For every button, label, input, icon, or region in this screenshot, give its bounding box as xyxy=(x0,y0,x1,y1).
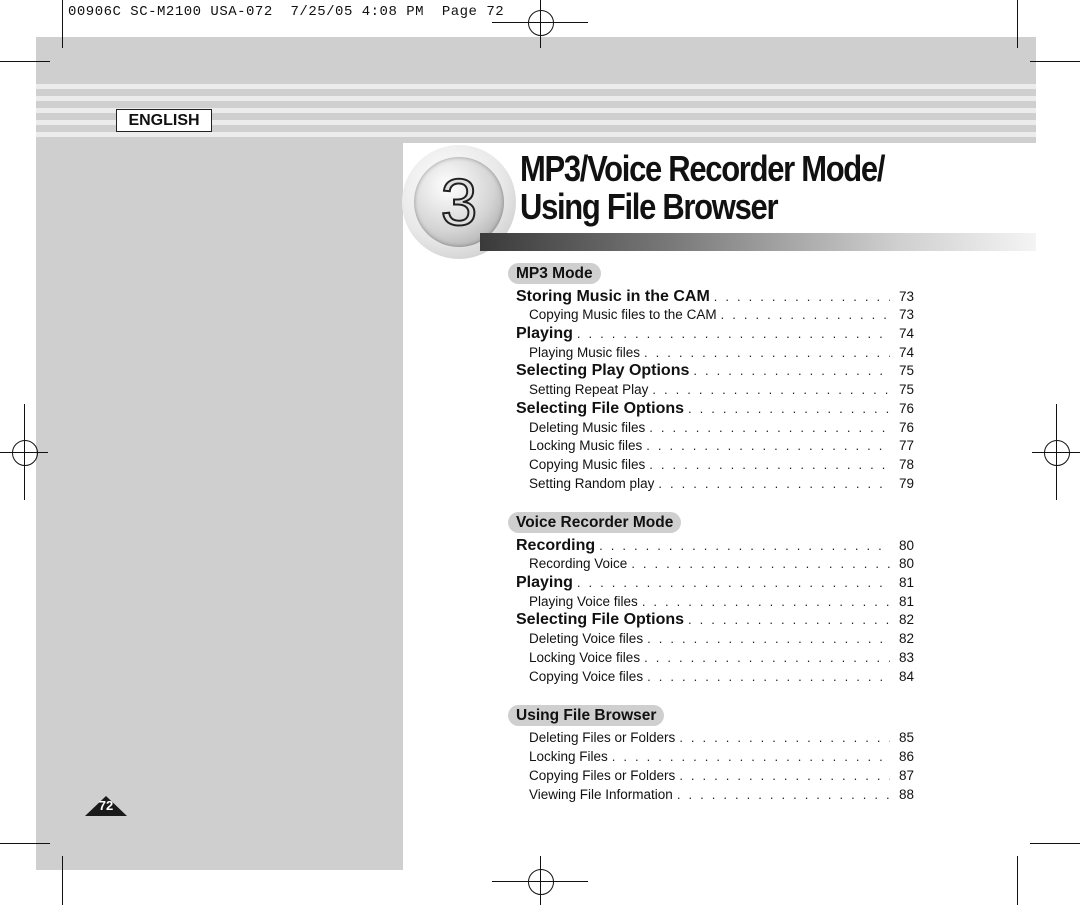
registration-mark xyxy=(528,869,554,895)
crop-mark xyxy=(0,843,50,844)
toc-entry[interactable] xyxy=(516,362,914,381)
toc-entry[interactable] xyxy=(516,288,914,307)
toc-page-number: 82 xyxy=(898,612,914,627)
toc-page-number: 81 xyxy=(898,575,914,590)
toc-entry-title: Recording Voice xyxy=(529,556,628,571)
leader-dots xyxy=(645,420,890,435)
leader-dots xyxy=(595,538,890,553)
registration-mark-v xyxy=(1056,404,1057,500)
leader-dots xyxy=(648,382,890,397)
registration-mark xyxy=(1044,440,1070,466)
toc-entry-title: Selecting File Options xyxy=(516,611,685,628)
language-tag: ENGLISH xyxy=(116,109,212,132)
leader-dots xyxy=(640,345,890,360)
toc-page-number: 88 xyxy=(898,787,914,802)
header-stripe xyxy=(36,132,1036,137)
leader-dots xyxy=(684,612,890,627)
section-heading-voice-recorder-mode: Voice Recorder Mode xyxy=(508,512,681,533)
toc-entry-title: Playing Voice files xyxy=(529,594,638,609)
toc-entry[interactable] xyxy=(529,307,914,326)
leader-dots xyxy=(689,363,890,378)
toc-entry-title: Selecting File Options xyxy=(516,400,685,417)
toc-entry-title: Setting Repeat Play xyxy=(529,382,649,397)
crop-mark xyxy=(1030,843,1080,844)
toc-page-number: 86 xyxy=(898,749,914,764)
toc-page-number: 81 xyxy=(898,594,914,609)
toc-entry[interactable] xyxy=(516,325,914,344)
toc-page-number: 74 xyxy=(898,345,914,360)
toc-entry-title: Deleting Voice files xyxy=(529,631,644,646)
leader-dots xyxy=(643,669,890,684)
leader-dots xyxy=(573,575,890,590)
leader-dots xyxy=(573,326,890,341)
leader-dots xyxy=(627,556,890,571)
leader-dots xyxy=(608,749,890,764)
title-gradient-bar xyxy=(480,233,1036,251)
crop-mark xyxy=(1030,61,1080,62)
toc-entry-title: Deleting Music files xyxy=(529,420,646,435)
header-stripe xyxy=(36,84,1036,89)
leader-dots xyxy=(645,457,890,472)
toc-entry[interactable] xyxy=(529,556,914,575)
leader-dots xyxy=(675,768,890,783)
toc-entry[interactable] xyxy=(529,457,914,476)
crop-mark xyxy=(0,61,50,62)
section-heading-mp3-mode: MP3 Mode xyxy=(508,263,601,284)
crop-mark xyxy=(1017,0,1018,48)
page-number: 72 xyxy=(98,798,114,813)
toc-page-number: 76 xyxy=(898,401,914,416)
toc-entry[interactable] xyxy=(529,631,914,650)
toc-entry-title: Copying Files or Folders xyxy=(529,768,676,783)
toc-entry[interactable] xyxy=(529,476,914,495)
leader-dots xyxy=(710,289,890,304)
toc-page-number: 73 xyxy=(898,307,914,322)
toc-entry[interactable] xyxy=(529,438,914,457)
registration-mark-v xyxy=(540,0,541,48)
toc-entry[interactable] xyxy=(516,537,914,556)
leader-dots xyxy=(684,401,890,416)
leader-dots xyxy=(642,438,890,453)
toc-page-number: 76 xyxy=(898,420,914,435)
leader-dots xyxy=(673,787,890,802)
crop-mark xyxy=(1017,856,1018,905)
toc-entry-title: Copying Voice files xyxy=(529,669,644,684)
toc-entry-title: Copying Music files to the CAM xyxy=(529,307,717,322)
left-margin-panel xyxy=(36,143,403,870)
registration-mark xyxy=(12,440,38,466)
toc-entry[interactable] xyxy=(529,420,914,439)
toc-entry[interactable] xyxy=(516,400,914,419)
chapter-title xyxy=(520,150,884,226)
registration-mark-v xyxy=(540,856,541,905)
toc-entry-title: Recording xyxy=(516,537,596,554)
toc-page-number: 73 xyxy=(898,289,914,304)
registration-mark-v xyxy=(24,404,25,500)
toc-page-number: 77 xyxy=(898,438,914,453)
toc-entry[interactable] xyxy=(529,768,914,787)
toc-entry[interactable] xyxy=(516,611,914,630)
toc-page-number: 83 xyxy=(898,650,914,665)
toc-page-number: 79 xyxy=(898,476,914,491)
registration-mark xyxy=(528,10,554,36)
toc-entry-title: Selecting Play Options xyxy=(516,362,690,379)
toc-page-number: 75 xyxy=(898,382,914,397)
toc-entry-title: Deleting Files or Folders xyxy=(529,730,676,745)
toc-page-number: 87 xyxy=(898,768,914,783)
leader-dots xyxy=(717,307,890,322)
toc-entry-title: Locking Voice files xyxy=(529,650,641,665)
chapter-number: 3 xyxy=(440,165,478,239)
toc-entry-title: Viewing File Information xyxy=(529,787,673,802)
toc-page-number: 84 xyxy=(898,669,914,684)
leader-dots xyxy=(640,650,890,665)
toc-entry-title: Playing Music files xyxy=(529,345,641,360)
section-heading-using-file-browser: Using File Browser xyxy=(508,705,664,726)
toc-entry[interactable] xyxy=(529,669,914,688)
toc-page-number: 85 xyxy=(898,730,914,745)
toc-entry-title: Storing Music in the CAM xyxy=(516,288,710,305)
toc-entry-title: Copying Music files xyxy=(529,457,646,472)
toc-page-number: 78 xyxy=(898,457,914,472)
crop-mark xyxy=(62,856,63,905)
leader-dots xyxy=(675,730,890,745)
toc-entry[interactable] xyxy=(516,574,914,593)
crop-mark xyxy=(62,0,63,48)
toc-entry[interactable] xyxy=(529,787,914,806)
toc-entry-title: Locking Music files xyxy=(529,438,643,453)
toc-page-number: 82 xyxy=(898,631,914,646)
toc-entry-title: Locking Files xyxy=(529,749,608,764)
chapter-title-line-2: Using File Browser xyxy=(520,186,778,227)
toc-entry[interactable] xyxy=(529,650,914,669)
chapter-title-line-1: MP3/Voice Recorder Mode/ xyxy=(520,148,885,189)
toc-entry-title: Playing xyxy=(516,574,573,591)
toc-page-number: 74 xyxy=(898,326,914,341)
toc-page-number: 75 xyxy=(898,363,914,378)
toc-page-number: 80 xyxy=(898,556,914,571)
toc-entry[interactable] xyxy=(529,382,914,401)
print-slug: 00906C SC-M2100 USA-072 7/25/05 4:08 PM Page 72 xyxy=(68,4,505,20)
leader-dots xyxy=(654,476,890,491)
toc-entry[interactable] xyxy=(529,730,914,749)
leader-dots xyxy=(643,631,890,646)
toc-entry-title: Playing xyxy=(516,325,573,342)
toc-entry-title: Setting Random play xyxy=(529,476,655,491)
toc-page-number: 80 xyxy=(898,538,914,553)
toc-entry[interactable] xyxy=(529,749,914,768)
leader-dots xyxy=(638,594,890,609)
header-stripe xyxy=(36,96,1036,101)
